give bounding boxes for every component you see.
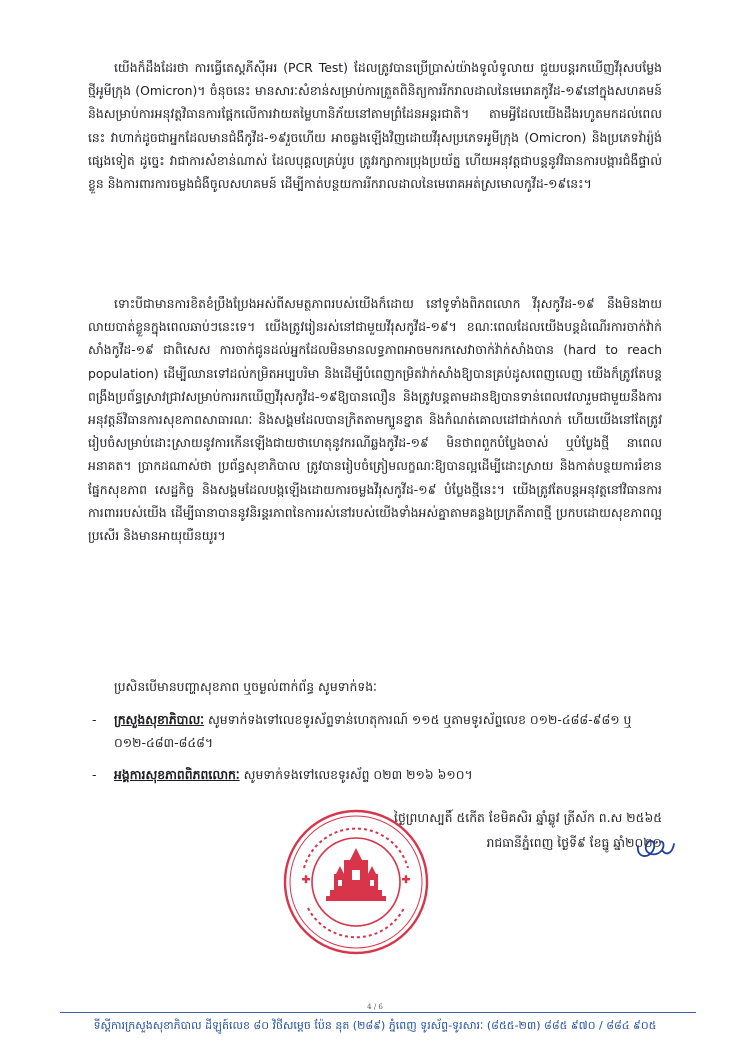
footer-divider: [60, 1012, 696, 1013]
bullet-dash: -: [92, 767, 97, 782]
page-number: 4 / 6: [367, 1003, 383, 1011]
contact-item-detail: សូមទាក់ទងទៅលេខទូរស័ព្ទ ០២៣ ២១៦ ៦១០។: [239, 767, 473, 782]
paragraph-living-with-covid: ទោះបីជាមានការខិតខំប្រឹងប្រែងអស់ពីសមត្ថភាពរបស់យើងក៏ដោយ នៅទូទាំងពិភពលោក វីរុសកូវីដ-១៩ នឹងមិនងាយលាយបាត់ខ្លួនក្នុងពេលឆាប់ៗនេះទេ។ យើងត្រូវរៀនរស់នៅជាមួយវីរុសកូវីដ-១៩។ ខណៈពេលដែលយើងបន្តដំណើរការចាក់វ៉ាក់សាំងកូវីដ-១៩ ជាពិសេស ការចាក់ជូនដល់អ្នកដែលមិនមានលទ្ធភាពអាចមករកសេវាចាក់វ៉ាក់សាំងបាន (hard to reach population) ដើម្បីឈានទៅដល់កម្រិតអប្បបរិមា និងដើម្បីបំពេញកម្រិតវ៉ាក់សាំងឱ្យបានគ្រប់ដូសពេញលេញ យើងក៏ត្រូវតែបន្តពង្រឹងប្រព័ន្ធស្រាវជ្រាវសម្រាប់ការរកឃើញវីរុសកូវីដ-១៩ឱ្យបានលឿន និងត្រូវបន្តតាមដានឱ្យបានទាន់ពេលវេលារួមជាមួយនឹងការអនុវត្តន៍វិធានការសុខភាពសាធារណៈ និងសង្គមដែលបានក្រិតតាមក្បួនខ្នាត និងកំណត់គោលដៅជាក់លាក់ ហើយយើងនៅតែត្រូវរៀបចំសម្រាប់ដោះស្រាយនូវការកើនឡើងជាយថាហេតុនូវករណីឆ្លងកូវីដ-១៩ មិនថាពពួកបំប្លែងចាស់ ឬបំប្លែងថ្មី នាពេលអនាគត។ ប្រាកដណាស់ថា ប្រព័ន្ធសុខាភិបាល ត្រូវបានរៀបចំត្រៀមលក្ខណៈឱ្យបានល្អដើម្បីដោះស្រាយ និងកាត់បន្ថយការរំខានផ្នែកសុខភាព សេដ្ឋកិច្ច និងសង្គមដែលបង្កឡើងដោយការចម្លងវីរុសកូវីដ-១៩ បំប្លែងថ្មីនេះ។ យើងត្រូវតែបន្តអនុវត្តនៅវិធានការការពាររបស់យើង ដើម្បីធានាបាននូវនិរន្តរភាពនៃការរស់នៅរបស់យើងទាំងអស់គ្នាតាមគន្លងប្រក្រតីភាពថ្មី ប្រកបដោយសុខភាពល្អប្រសើរ និងមានអាយុយឺនយូរ។: [88, 296, 662, 544]
contact-intro: ប្រសិនបើមានបញ្ហាសុខភាព ឬចម្ងល់ពាក់ព័ន្ធ សូមទាក់ទងៈ: [114, 679, 377, 694]
contact-item-text: [92, 708, 662, 754]
contact-item-label: ក្រសួងសុខាភិបាលៈ: [114, 712, 205, 727]
contact-item-text: [92, 763, 662, 786]
footer-address: ទីស្តីការក្រសួងសុខាភិបាល ដីឡូត៍លេខ ៨០ វិថីសម្តេច ប៉ែន នុត (២៨៩) ភ្នំពេញ ទូរស័ព្ទ-ទូរសារៈ (៨៥៥-២៣) ៨៨៥ ៩៧០ / ៨៨៤ ៩០៥: [93, 1019, 657, 1032]
contact-item-detail: សូមទាក់ទងទៅលេខទូរស័ព្ទទាន់ហេតុការណ៍ ១១៥ ឬតាមទូរស័ព្ទលេខ ០១២-៤៨៨-៩៨១ ឬ ០១២-៤៨៣-៨៤៨។: [114, 712, 632, 751]
city-date-line: រាជធានីភ្នំពេញ ថ្ងៃទី៩ ខែធ្នូ ឆ្នាំ២០២១: [486, 835, 662, 850]
contact-item-ministry: [92, 708, 662, 754]
lunar-date-line: ថ្ងៃព្រហស្បតិ៍ ៥កើត ខែមិគសិរ ឆ្នាំឆ្លូវ ត្រីស័ក ព.ស ២៥៦៥: [394, 810, 662, 825]
contact-item-who: [92, 763, 662, 786]
paragraph-omicron-pcr: យើងក៏ដឹងដែរថា ការធ្វើតេស្តភីស៊ីអរ (PCR Test) ដែលត្រូវបានប្រើប្រាស់យ៉ាងទូលំទូលាយ ជួយបន្តរកឃើញវីរុសបម្លែងថ្មីអូមីក្រុង (Omicron)។ ចំនុចនេះ មានសារៈសំខាន់សម្រាប់ការត្រួតពិនិត្យការរីករាលដាលនៃមេរោគកូវីដ-១៩នៅក្នុងសហគមន៍ និងសម្រាប់ការអនុវត្តវិធានការផ្តែកលើការវាយតម្លៃហានិភ័យនៅតាមព្រំដែនអន្តរជាតិ។ តាមអ្វីដែលយើងដឹងរហូតមកដល់ពេលនេះ វាហាក់ដូចជាអ្នកដែលមានជំងឺកូវីដ-១៩រួចហើយ អាចឆ្លងឡើងវិញដោយវីរុសប្រភេទអូមីក្រុង (Omicron) និងប្រភេទវ៉ារ្យ៉ង់ផ្សេងទៀត ដូច្នេះ វាជាការសំខាន់ណាស់ ដែលបុគ្គលគ្រប់រូប ត្រូវរក្សាការប្រុងប្រយ័ត្ន ហើយអនុវត្តជាបន្តនូវវិធានការបង្ការជំងឺផ្ទាល់ខ្លួន និងការពារការចម្លងជំងឺចូលសហគមន៍ ដើម្បីកាត់បន្ថយការរីករាលដាលនៃមេរោគអត់ស្រមោលកូវីដ-១៩នេះ។: [88, 60, 662, 192]
ministry-of-health-seal-icon: [282, 808, 430, 956]
contact-item-label: អង្គការសុខភាពពិភពលោកៈ: [114, 767, 240, 782]
signature-icon: [632, 832, 676, 862]
bullet-dash: -: [92, 712, 97, 727]
